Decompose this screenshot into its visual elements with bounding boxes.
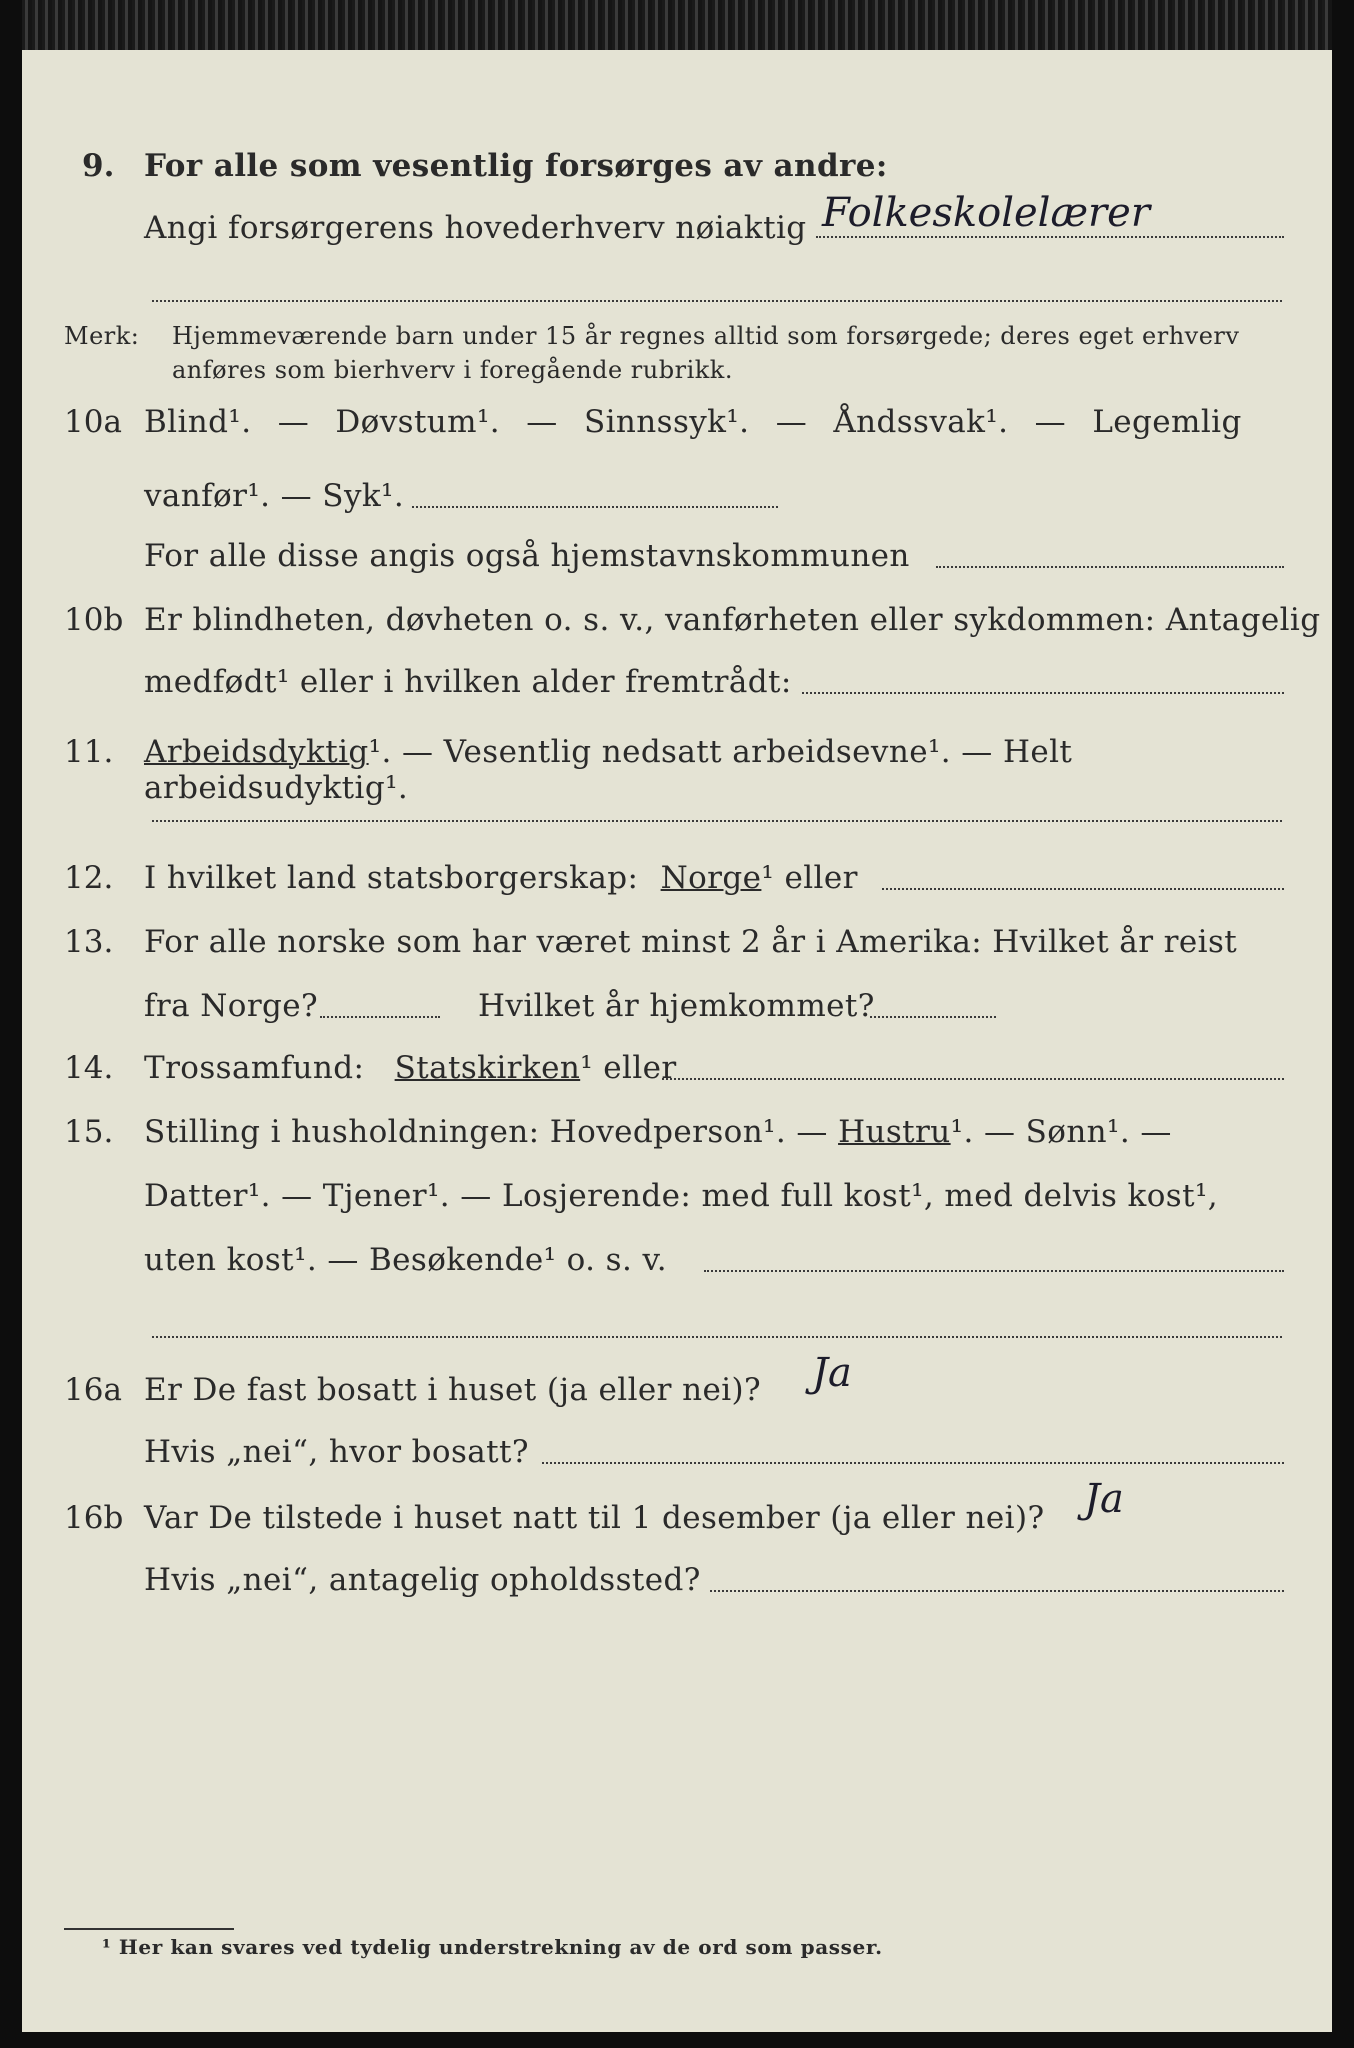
- q12-suffix: ¹ eller: [761, 860, 858, 896]
- q16a-handwritten-answer: Ja: [812, 1350, 852, 1396]
- q13-line1: For alle norske som har været minst 2 år i Amerika: Hvilket år reist: [144, 924, 1238, 960]
- q12-underlined-option: Norge: [660, 860, 762, 896]
- q13-reist-line: [320, 1016, 440, 1018]
- q10a-number: 10a: [64, 404, 122, 440]
- q11-number: 11.: [64, 734, 114, 770]
- q14-text: [144, 1050, 677, 1086]
- q11-options: [144, 734, 1332, 806]
- q10a-hjemstavn-line: [936, 566, 1284, 568]
- q16a-line1: Er De fast bosatt i huset (ja eller nei)?: [144, 1372, 762, 1408]
- q11-blank-line: [152, 820, 1282, 822]
- q15-underlined-option: Hustru: [838, 1114, 951, 1150]
- q13-hjemkommet-line: [870, 1016, 996, 1018]
- q16b-line: [710, 1590, 1284, 1592]
- q12-number: 12.: [64, 860, 114, 896]
- q16b-handwritten-answer: Ja: [1084, 1476, 1124, 1522]
- q10b-line: [802, 692, 1284, 694]
- q15-line2: Datter¹. — Tjener¹. — Losjerende: med full kost¹, med delvis kost¹,: [144, 1178, 1219, 1214]
- q16b-number: 16b: [64, 1500, 124, 1536]
- q10a-line1: Blind¹. — Døvstum¹. — Sinnssyk¹. — Åndssvak¹. — Legemlig: [144, 404, 1242, 440]
- q16b-line2: Hvis „nei“, antagelig opholdssted?: [144, 1562, 701, 1598]
- merk-line1: Hjemmeværende barn under 15 år regnes alltid som forsørgede; deres eget erhverv: [172, 322, 1240, 350]
- q13-number: 13.: [64, 924, 114, 960]
- q10a-syk-line: [412, 506, 778, 508]
- q16a-line: [542, 1462, 1284, 1464]
- q15-line3: uten kost¹. — Besøkende¹ o. s. v.: [144, 1242, 667, 1278]
- q14-underlined-option: Statskirken: [394, 1050, 581, 1086]
- q11-underlined-option: Arbeidsdyktig: [144, 734, 369, 770]
- q15-blank-line: [152, 1336, 1282, 1338]
- merk-line2: anføres som bierhverv i foregående rubrikk.: [172, 356, 733, 384]
- q9-answer-line: [816, 236, 1284, 238]
- q16a-line2: Hvis „nei“, hvor bosatt?: [144, 1434, 529, 1470]
- q10b-line1: Er blindheten, døvheten o. s. v., vanførheten eller sykdommen: Antagelig: [144, 602, 1321, 638]
- q10b-number: 10b: [64, 602, 124, 638]
- q14-suffix: ¹ eller: [580, 1050, 677, 1086]
- q14-line: [662, 1078, 1284, 1080]
- q10a-line2: vanfør¹. — Syk¹.: [144, 478, 405, 514]
- q11-rest: ¹. — Vesentlig nedsatt arbeidsevne¹. — Helt arbeidsudyktig¹.: [144, 734, 1073, 806]
- q15-line: [704, 1270, 1284, 1272]
- footnote: ¹ Her kan svares ved tydelig understrekning av de ord som passer.: [102, 1935, 883, 1959]
- q12-text: [144, 860, 858, 896]
- q10a-line3: For alle disse angis også hjemstavnskommunen: [144, 538, 910, 574]
- q15-number: 15.: [64, 1114, 114, 1150]
- q13-line2a: fra Norge?: [144, 988, 319, 1024]
- q12-line: [882, 888, 1284, 890]
- q10b-line2: medfødt¹ eller i hvilken alder fremtrådt:: [144, 664, 792, 700]
- q13-line2b: Hvilket år hjemkommet?: [478, 988, 875, 1024]
- q14-prefix: Trossamfund:: [144, 1050, 365, 1086]
- q9-prompt: Angi forsørgerens hovederhverv nøiaktig: [144, 210, 807, 246]
- q9-handwritten-answer: Folkeskolelærer: [822, 190, 1150, 236]
- q16b-line1: Var De tilstede i huset natt til 1 desember (ja eller nei)?: [144, 1500, 1045, 1536]
- merk-label: Merk:: [64, 322, 140, 350]
- q15-line1: [144, 1114, 1172, 1150]
- q14-number: 14.: [64, 1050, 114, 1086]
- q9-number: 9.: [82, 148, 115, 184]
- q9-blank-line: [152, 300, 1282, 302]
- q9-title: For alle som vesentlig forsørges av andre:: [144, 148, 888, 184]
- q15-line1b: ¹. — Sønn¹. —: [950, 1114, 1172, 1150]
- q16a-number: 16a: [64, 1372, 122, 1408]
- scan-top-edge: [22, 0, 1332, 56]
- census-form-page: [22, 50, 1332, 2032]
- q12-prefix: I hvilket land statsborgerskap:: [144, 860, 639, 896]
- q15-line1a: Stilling i husholdningen: Hovedperson¹. —: [144, 1114, 828, 1150]
- footnote-rule: [64, 1928, 234, 1930]
